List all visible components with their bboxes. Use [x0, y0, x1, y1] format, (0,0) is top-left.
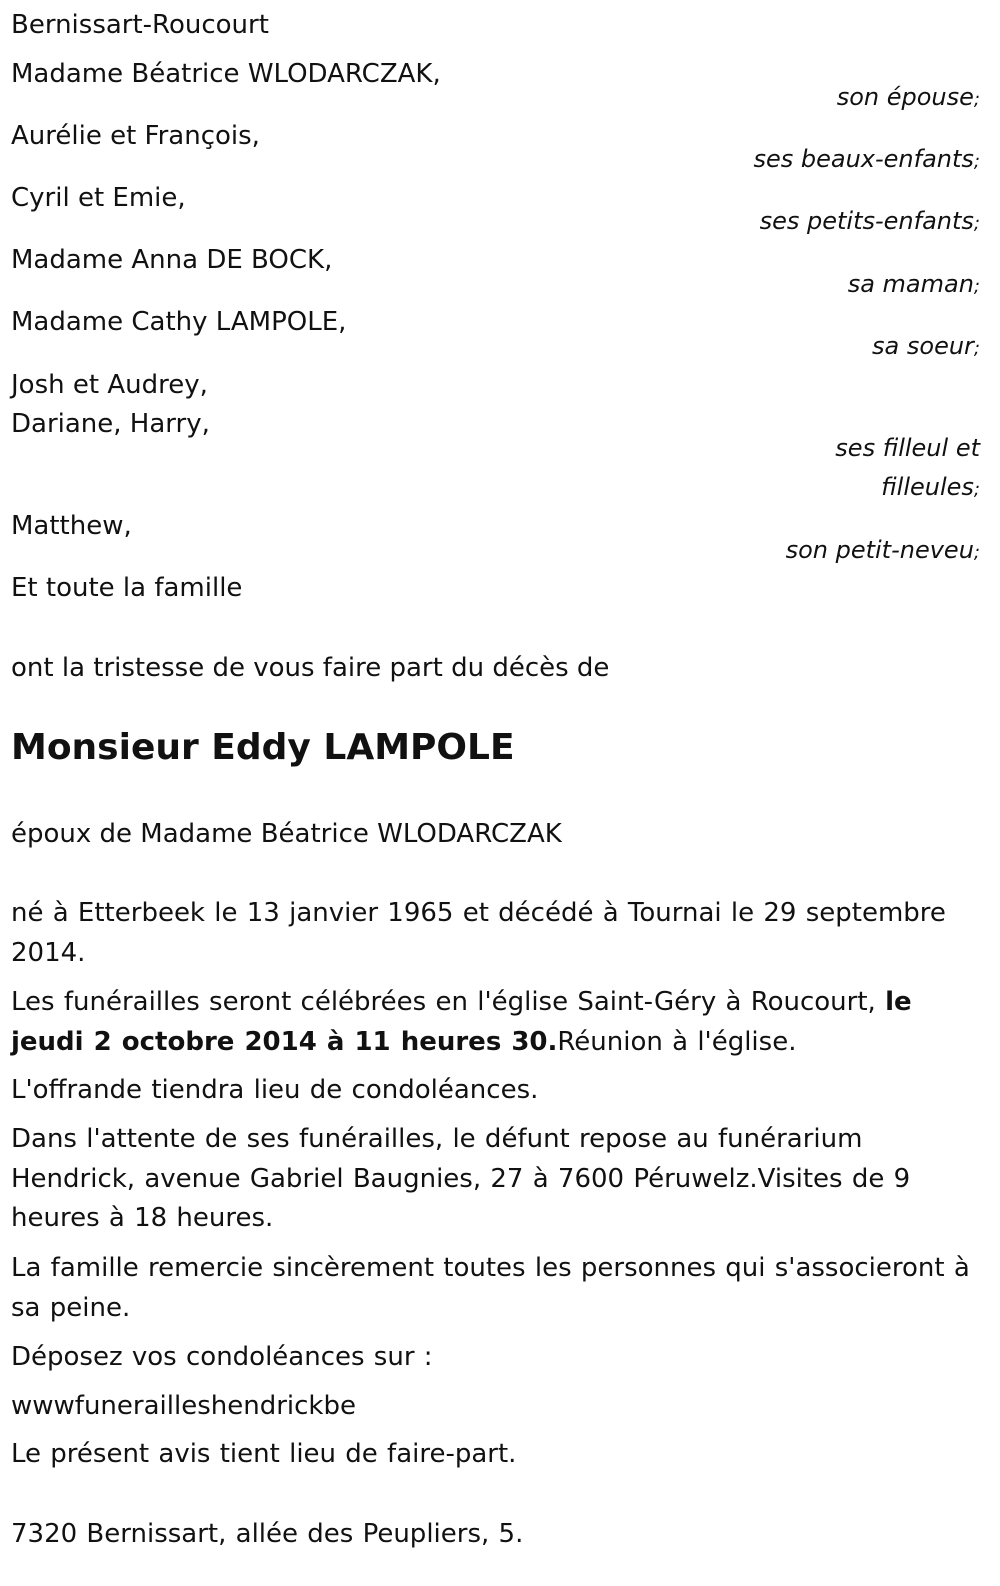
- family-member-relation: ses petits-enfants;: [759, 207, 980, 235]
- family-member-name: Matthew,: [11, 511, 132, 541]
- deceased-name: Monsieur Eddy LAMPOLE: [11, 727, 515, 768]
- offering-text: L'offrande tiendra lieu de condoléances.: [11, 1075, 539, 1105]
- family-member-name: Madame Cathy LAMPOLE,: [11, 307, 347, 337]
- family-member-name: Cyril et Emie,: [11, 183, 186, 213]
- announcement-text: ont la tristesse de vous faire part du décès de: [11, 653, 610, 683]
- funeral-date: le jeudi 2 octobre 2014 à 11 heures 30.: [11, 987, 912, 1057]
- family-member-name: Madame Béatrice WLODARCZAK,: [11, 59, 441, 89]
- repose-text: Dans l'attente de ses funérailles, le défunt repose au funérarium Hendrick, avenue Gabriel Baugnies, 27 à 7600 Péruwelz.Visites de 9 heures à 18 heures.: [11, 1124, 911, 1233]
- thanks-text: La famille remercie sincèrement toutes les personnes qui s'associeront à sa peine.: [11, 1253, 970, 1323]
- family-member-relation: ses beaux-enfants;: [753, 145, 980, 173]
- family-closing: Et toute la famille: [11, 573, 243, 603]
- family-member-relation: son épouse;: [836, 83, 980, 111]
- family-member-name: Josh et Audrey,: [11, 370, 208, 400]
- website-link[interactable]: wwwfunerailleshendrickbe: [11, 1391, 356, 1421]
- condolences-prompt: Déposez vos condoléances sur :: [11, 1342, 433, 1372]
- family-member-relation: son petit-neveu;: [785, 536, 980, 564]
- family-member-relation: sa soeur;: [872, 332, 980, 360]
- family-member-name: Dariane, Harry,: [11, 409, 210, 439]
- funeral-details: Les funérailles seront célébrées en l'église Saint-Géry à Roucourt, le jeudi 2 octobre 2014 à 11 heures 30.Réunion à l'église.: [11, 987, 912, 1057]
- birth-death-text: né à Etterbeek le 13 janvier 1965 et décédé à Tournai le 29 septembre 2014.: [11, 898, 946, 968]
- notice-text: Le présent avis tient lieu de faire-part.: [11, 1439, 517, 1469]
- address-text: 7320 Bernissart, allée des Peupliers, 5.: [11, 1519, 524, 1549]
- family-member-relation: ses filleul et: [835, 434, 980, 462]
- place-heading: Bernissart-Roucourt: [11, 10, 269, 40]
- family-member-name: Aurélie et François,: [11, 121, 260, 151]
- family-member-relation: filleules;: [881, 473, 980, 501]
- family-member-relation: sa maman;: [847, 270, 980, 298]
- spouse-line: époux de Madame Béatrice WLODARCZAK: [11, 819, 562, 849]
- family-member-name: Madame Anna DE BOCK,: [11, 245, 333, 275]
